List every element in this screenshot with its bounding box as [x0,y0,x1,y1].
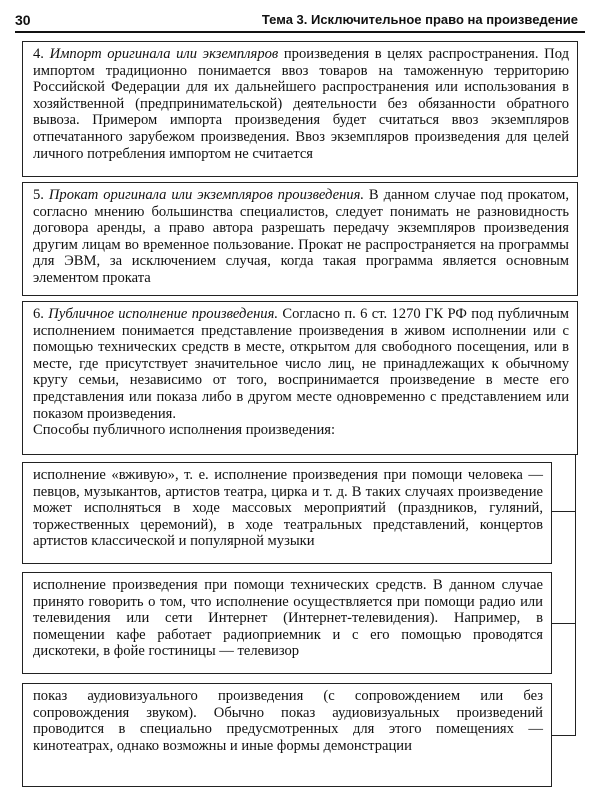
section-text: произведения в целях распространения. Под импортом традиционно понимается ввоз товаров на таможенную территорию Российской Федерации для их дальнейшего распространения или использования в хозяйственной (предпринимательской) деятельности без обязанности обратного вывоза. Примером импорта произведения будет считаться ввоз экземпляров отпечатанного зарубежом произведения. Ввоз экземпляров произведения для целей личного потребления импортом не считается [33,46,569,162]
section-import-paragraph [33,46,569,162]
section-title: Публичное исполнение произведения. [48,306,279,322]
section-number: 6. [33,306,44,322]
section-number: 4. [33,46,44,62]
section-import [22,41,578,177]
section-public-performance-paragraph [33,306,569,422]
page-number: 30 [15,12,31,28]
running-header: Тема 3. Исключительное право на произведение [261,12,578,27]
section-title: Прокат оригинала или экземпляров произведения. [48,187,365,203]
header-rule [15,31,585,33]
method-text: исполнение «вживую», т. е. исполнение произведения при помощи человека — певцов, музыкантов, артистов театра, цирка и т. д. В таких случаях произведение может исполняться в ходе массовых мероприятий (праздников, гуляний, торжественных церемоний), в ходе театральных представлений, концертов артистов классической и популярной музыки [33,467,543,550]
section-number: 5. [33,187,44,203]
section-text: Согласно п. 6 ст. 1270 ГК РФ под публичным исполнением понимается представление произведения в живом исполнении или с помощью технических средств в месте, открытом для свободного посещения, или в месте, где присутствует значительное число лиц, не принадлежащих к обычному кругу семьи, независимо от того, воспринимается произведение в месте его представления или показа либо в другом месте одновременно с представлением или показом произведения. [33,306,569,422]
methods-subtitle: Способы публичного исполнения произведения: [33,422,336,439]
section-title: Импорт оригинала или экземпляров [49,46,279,62]
method-connector [552,735,576,736]
method-text: исполнение произведения при помощи технических средств. В данном случае принято говорить о том, что исполнение осуществляется при помощи радио или телевидения или сети Интернет (Интернет-телевидения). Например, в помещении кафе работает радиоприемник и с его помощью проводятся дискотеки, в фойе гостиницы — телевизор [33,577,543,660]
method-connector [552,511,576,512]
method-connector [552,623,576,624]
method-text: показ аудиовизуального произведения (с сопровождением или без сопровождения звуком). Обычно показ аудиовизуальных произведений проводится в специально предусмотренных для этого помещениях — кинотеатрах, однако возможны и иные формы демонстрации [33,688,543,754]
method-audiovisual [22,683,552,787]
method-live [22,462,552,564]
method-technical [22,572,552,674]
section-rental [22,182,578,296]
methods-connector [575,455,576,736]
section-text: В данном случае под прокатом, согласно мнению большинства специалистов, следует понимать не разновидность договора аренды, а право автора разрешать передачу экземпляров произведения другим лицам во временное пользование. Прокат не распространяется на программы для ЭВМ, за исключением случая, когда такая программа является основным элементом проката [33,187,569,286]
section-rental-paragraph [33,187,569,287]
section-public-performance [22,301,578,455]
